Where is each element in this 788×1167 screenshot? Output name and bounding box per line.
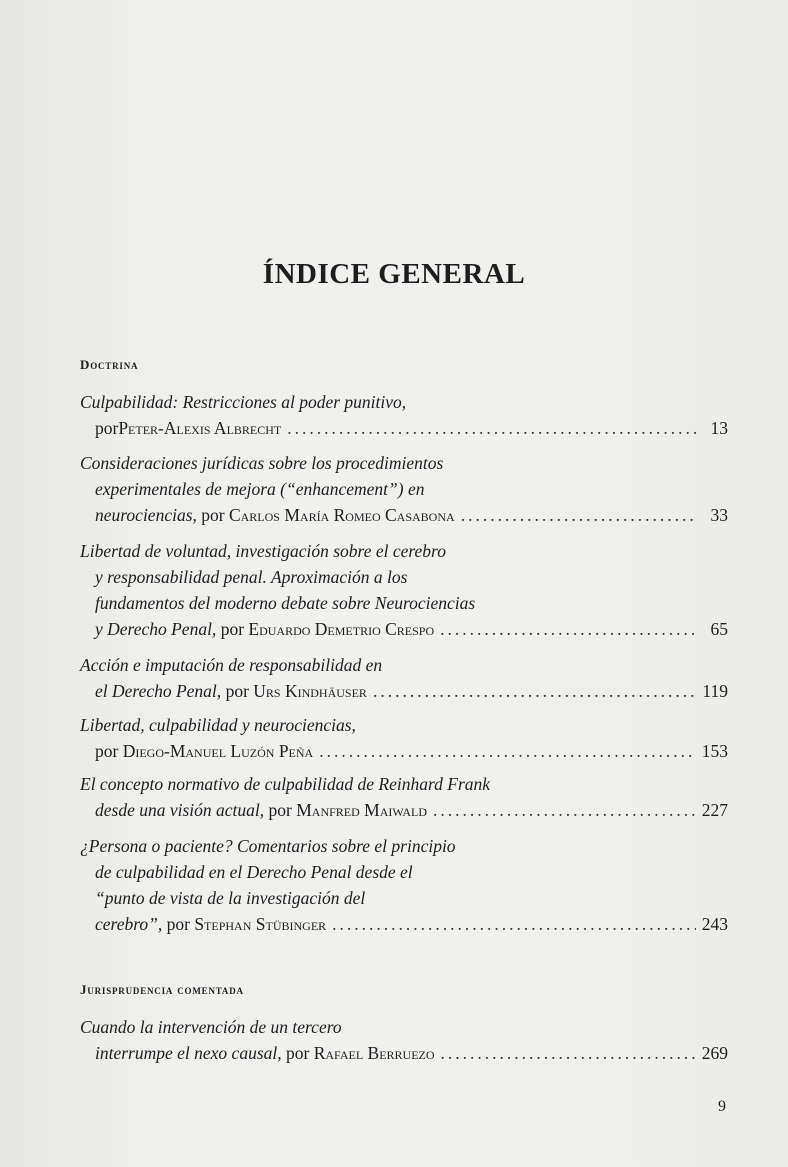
entry-author: Diego-Manuel Luzón Peña [122,741,314,761]
toc-entry[interactable] [80,712,728,764]
entry-page-number: 13 [710,418,728,438]
entry-by: por [196,505,229,525]
entry-last-line [80,797,728,823]
entry-title-line: Libertad de voluntad, investigación sobre el cerebro [80,541,446,561]
entry-title-line: de culpabilidad en el Derecho Penal desde el [95,862,413,882]
entry-author: Eduardo Demetrio Crespo [248,619,435,639]
entry-author: Stephan Stübinger [194,914,327,934]
entry-page-number: 119 [702,681,728,701]
entry-title-line: ¿Persona o paciente? Comentarios sobre el principio [80,836,456,856]
entry-by: por [264,800,297,820]
entry-last-line [80,415,728,441]
entry-title-line: experimentales de mejora (“enhancement”) en [95,479,425,499]
entry-page-number: 33 [710,505,728,525]
entry-by: por [95,741,123,761]
entry-page-number: 65 [710,619,728,639]
entry-title-line: Cuando la intervención de un tercero [80,1017,342,1037]
page-number: 9 [718,1098,726,1115]
entry-page-number: 227 [701,800,728,820]
entry-last-line [80,502,728,528]
entry-title-line: “punto de vista de la investigación del [95,888,366,908]
toc-entry[interactable] [80,652,728,704]
entry-author: Manfred Maiwald [296,800,428,820]
entry-last-line [80,738,728,764]
entry-last-line [80,616,728,642]
dot-leader [441,1040,696,1066]
entry-page-number: 269 [701,1043,728,1063]
entry-title-end: interrumpe el nexo causal, [95,1043,282,1063]
entry-title-end: y Derecho Penal, [95,619,217,639]
section-heading-doctrina: Doctrina [80,357,139,372]
toc-entry[interactable] [80,1014,728,1066]
entry-title-end: desde una visión actual, [95,800,265,820]
entry-page-number: 153 [701,741,728,761]
entry-title-line: El concepto normativo de culpabilidad de Reinhard Frank [80,774,491,794]
entry-last-line [80,1040,728,1066]
toc-entry[interactable] [80,450,728,528]
dot-leader [332,911,696,937]
entry-last-line [80,678,728,704]
entry-title-line: Consideraciones jurídicas sobre los procedimientos [80,453,444,473]
entry-page-number: 243 [701,914,728,934]
toc-entry[interactable] [80,833,728,937]
dot-leader [373,678,696,704]
entry-title-line: Acción e imputación de responsabilidad en [80,655,383,675]
dot-leader [287,415,696,441]
toc-entry[interactable] [80,538,728,642]
entry-author: Peter-Alexis Albrecht [118,418,282,438]
entry-author: Urs Kindhäuser [253,681,367,701]
entry-author: Carlos María Romeo Casabona [228,505,455,525]
dot-leader [319,738,696,764]
entry-title-end: el Derecho Penal, [95,681,222,701]
entry-title-end: cerebro”, [95,914,163,934]
entry-author: Rafael Berruezo [313,1043,435,1063]
toc-entry[interactable] [80,771,728,823]
entry-by: por [221,681,254,701]
entry-title-line: Libertad, culpabilidad y neurociencias, [80,715,356,735]
entry-title-end: neurociencias, [95,505,197,525]
dot-leader [440,616,696,642]
entry-title-line: Culpabilidad: Restricciones al poder punitivo, [80,392,407,412]
entry-by: por [162,914,195,934]
entry-title-line: fundamentos del moderno debate sobre Neurociencias [95,593,476,613]
section-heading-jurisprudencia: Jurisprudencia comentada [80,982,244,997]
entry-by: por [95,418,119,438]
entry-by: por [216,619,249,639]
page-title: ÍNDICE GENERAL [262,258,526,290]
entry-last-line [80,911,728,937]
toc-entry[interactable] [80,389,728,441]
dot-leader [461,502,696,528]
entry-title-line: y responsabilidad penal. Aproximación a los [95,567,408,587]
entry-by: por [281,1043,314,1063]
dot-leader [433,797,696,823]
